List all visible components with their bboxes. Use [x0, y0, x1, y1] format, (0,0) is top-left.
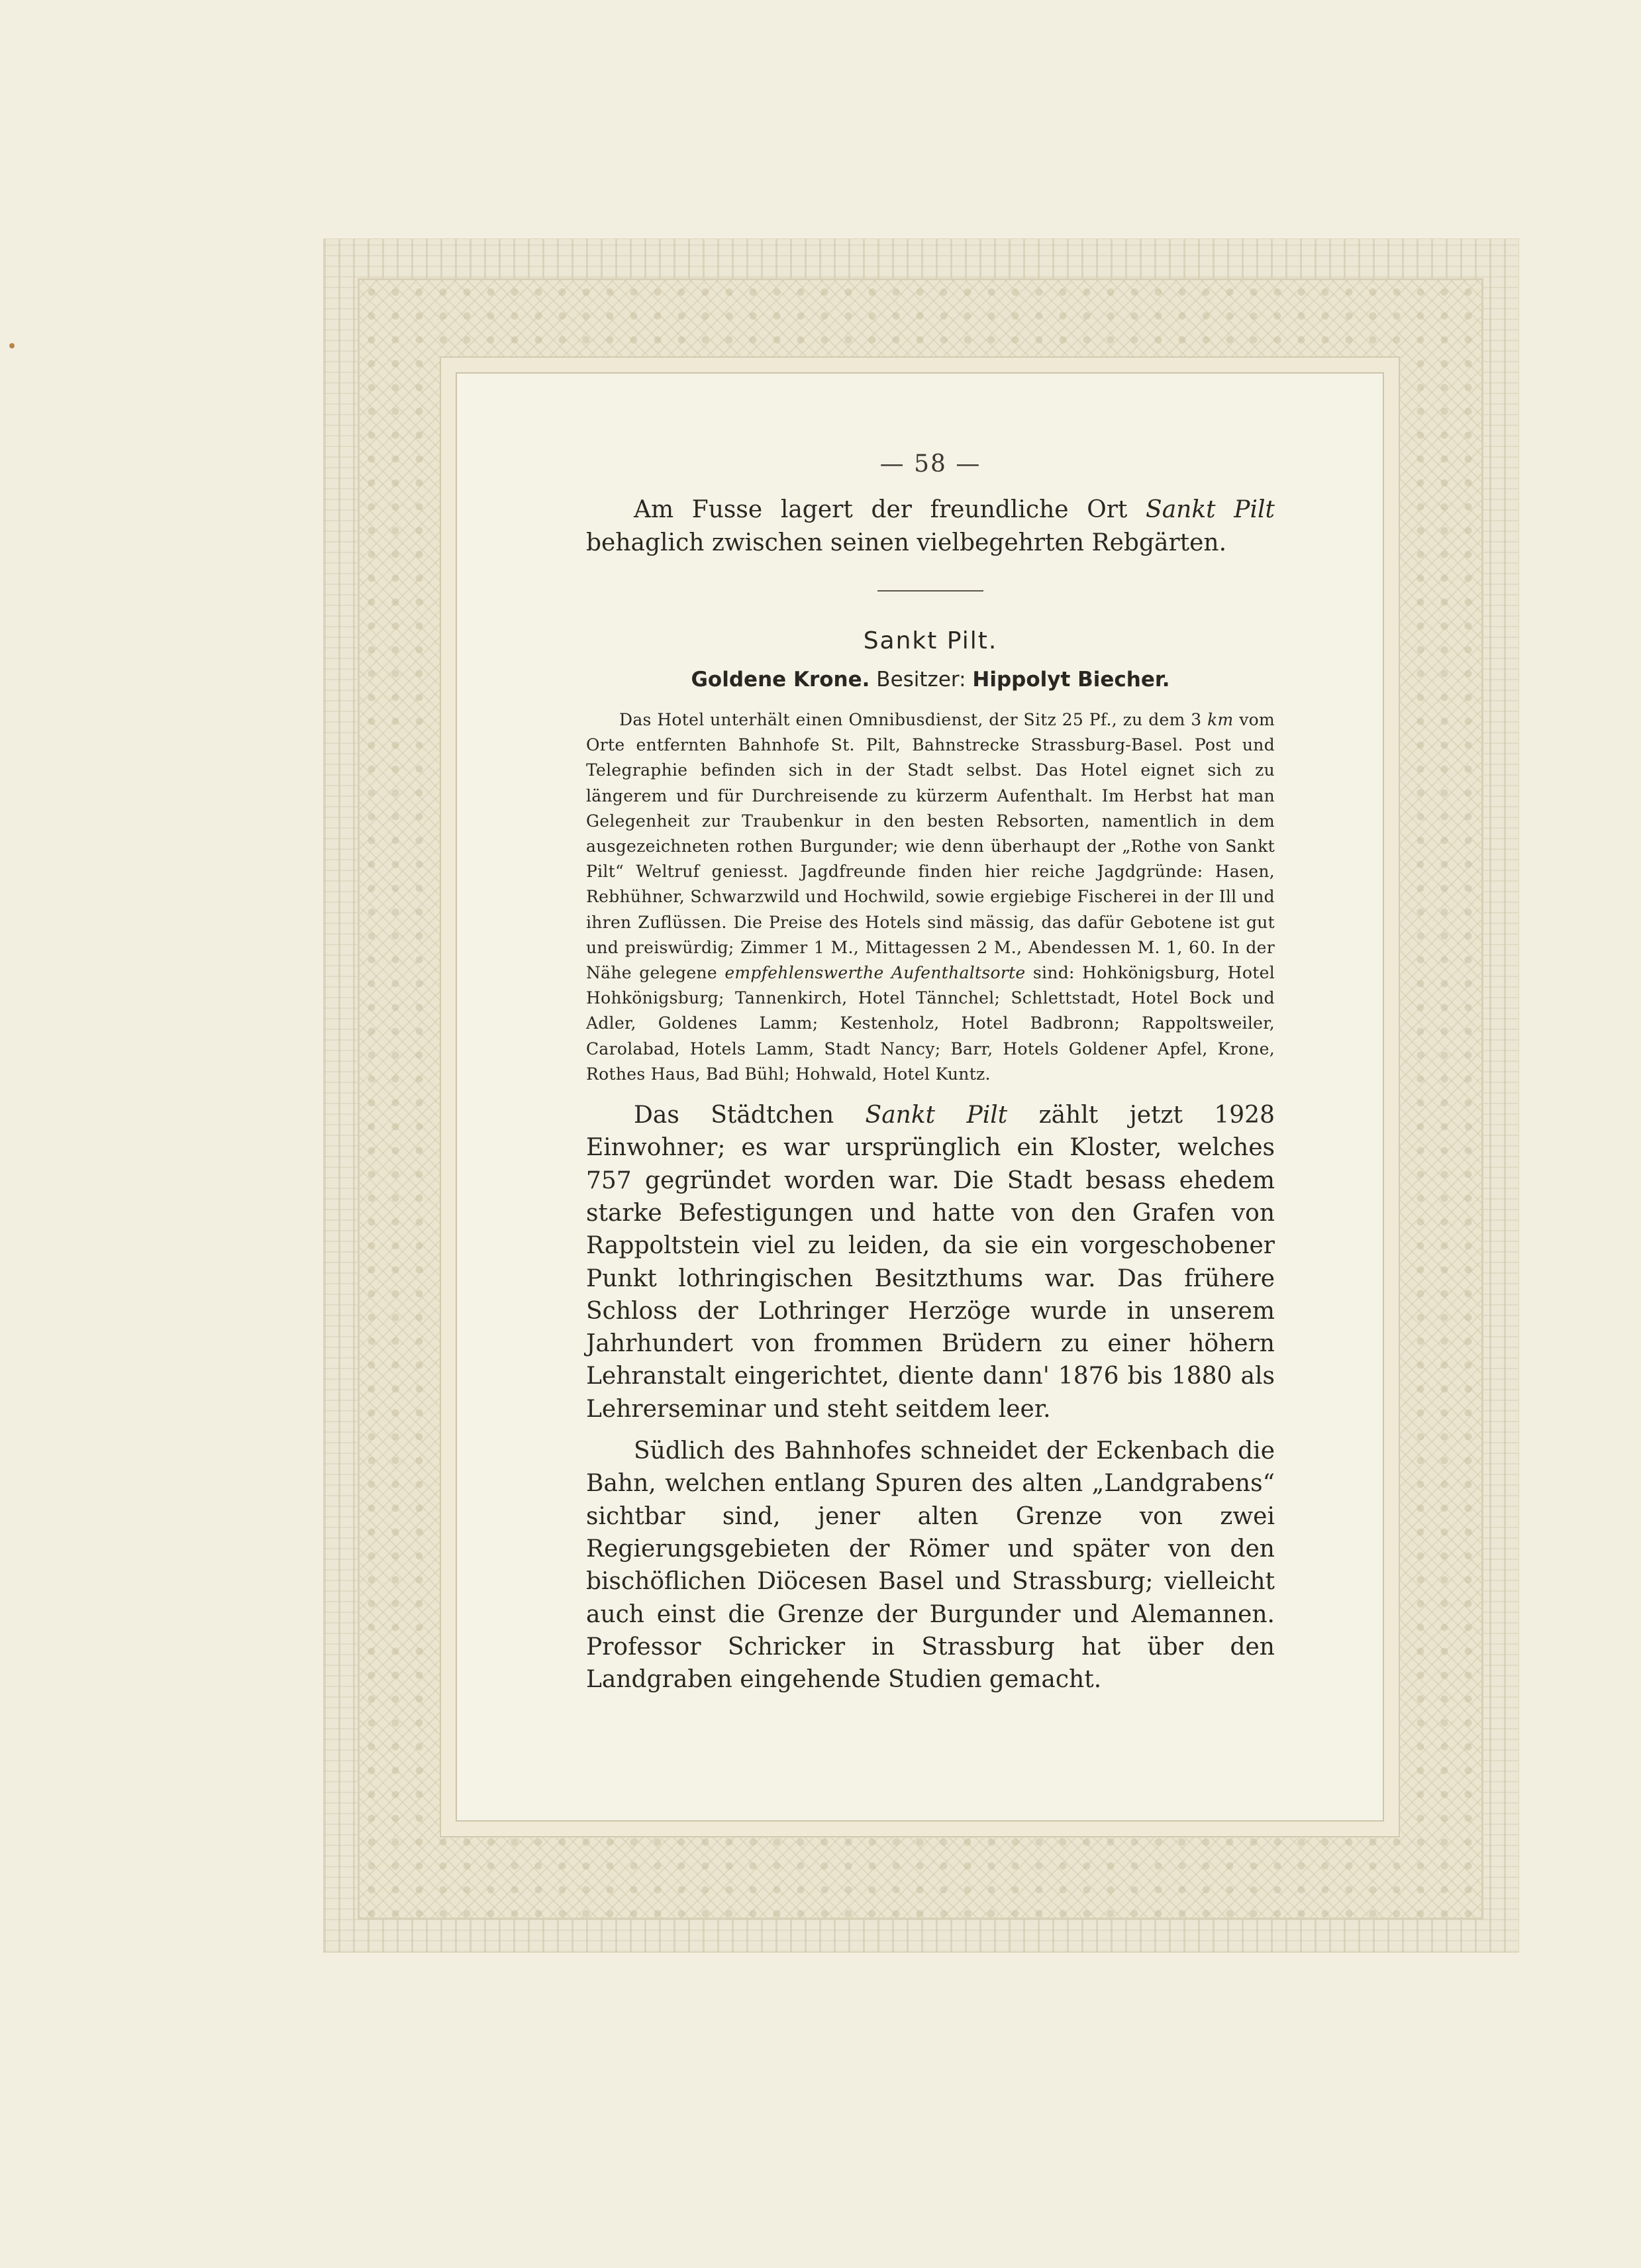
- hotel-owner-name: Hippolyt Biecher.: [972, 668, 1170, 692]
- intro-text-1: Am Fusse lagert der freundliche Ort: [634, 496, 1146, 523]
- town-text-1: Das Städtchen: [634, 1102, 866, 1129]
- hotel-description: [586, 707, 1275, 1087]
- town-paragraph: [586, 1099, 1275, 1425]
- intro-text-2: behaglich zwischen seinen vielbegehrten Rebgärten.: [586, 529, 1227, 556]
- hotel-heading: [586, 668, 1275, 692]
- hotel-description-text-1: Das Hotel unterhält einen Omnibusdienst, der Sitz 25 Pf., zu dem 3: [619, 710, 1208, 729]
- hotel-description-unit: km: [1207, 710, 1234, 729]
- hotel-name: Goldene Krone.: [691, 668, 870, 692]
- town-place-italic: Sankt Pilt: [865, 1102, 1008, 1129]
- intro-place-italic: Sankt Pilt: [1146, 496, 1275, 523]
- page-text-block: [586, 450, 1275, 1705]
- place-heading: Sankt Pilt.: [863, 627, 998, 654]
- hotel-owner-label: Besitzer:: [876, 668, 966, 692]
- intro-paragraph: [586, 493, 1275, 560]
- page-number: — 58 —: [879, 450, 981, 478]
- town-text-2: zählt jetzt 1928 Einwohner; es war ursprünglich ein Kloster, welches 757 gegründet worden war. Die Stadt besass ehedem starke Befestigungen und hatte von den Grafen von Rappoltstein viel zu leiden, da sie ein vorgeschobener Punkt lothringischen Besitzthums war. Das frühere Schloss der Lothringer Herzöge wurde in unserem Jahrhundert von frommen Brüdern zu einer höhern Lehranstalt eingerichtet, diente dann' 1876 bis 1880 als Lehrerseminar und steht seitdem leer.: [586, 1102, 1275, 1423]
- hotel-description-text-3: sind: Hohkönigsburg, Hotel Hohkönigsburg; Tannenkirch, Hotel Tännchel; Schlettstadt, Hotel Bock und Adler, Goldenes Lamm; Kestenholz, Hotel Badbronn; Rappoltsweiler, Carolabad, Hotels Lamm, Stadt Nancy; Barr, Hotels Goldener Apfel, Krone, Rothes Haus, Bad Bühl; Hohwald, Hotel Kuntz.: [586, 963, 1275, 1084]
- stray-ink-dot: [9, 343, 15, 348]
- hotel-description-recommended: empfehlenswerthe Aufenthaltsorte: [724, 963, 1026, 983]
- section-divider: [877, 590, 983, 592]
- hotel-description-text-2: vom Orte entfernten Bahnhofe St. Pilt, Bahnstrecke Strassburg-Basel. Post und Telegraphie befinden sich in der Stadt selbst. Das Hotel eignet sich zu längerem und für Durchreisende zu kürzerm Aufenthalt. Im Herbst hat man Gelegenheit zur Traubenkur in den besten Rebsorten, namentlich in dem ausgezeichneten rothen Burgunder; wie denn überhaupt der „Rothe von Sankt Pilt“ Weltruf geniesst. Jagdfreunde finden hier reiche Jagdgründe: Hasen, Rebhühner, Schwarzwild und Hochwild, sowie ergiebige Fischerei in der Ill und ihren Zuflüssen. Die Preise des Hotels sind mässig, das dafür Gebotene ist gut und preiswürdig; Zimmer 1 M., Mittagessen 2 M., Abendessen M. 1, 60. In der Nähe gelegene: [586, 710, 1275, 983]
- south-paragraph: Südlich des Bahnhofes schneidet der Eckenbach die Bahn, welchen entlang Spuren des alten „Landgrabens“ sichtbar sind, jener alten Grenze von zwei Regierungsgebieten der Römer und später von den bischöflichen Diöcesen Basel und Strassburg; vielleicht auch einst die Grenze der Burgunder und Alemannen. Professor Schricker in Strassburg hat über den Landgraben eingehende Studien gemacht.: [586, 1437, 1275, 1694]
